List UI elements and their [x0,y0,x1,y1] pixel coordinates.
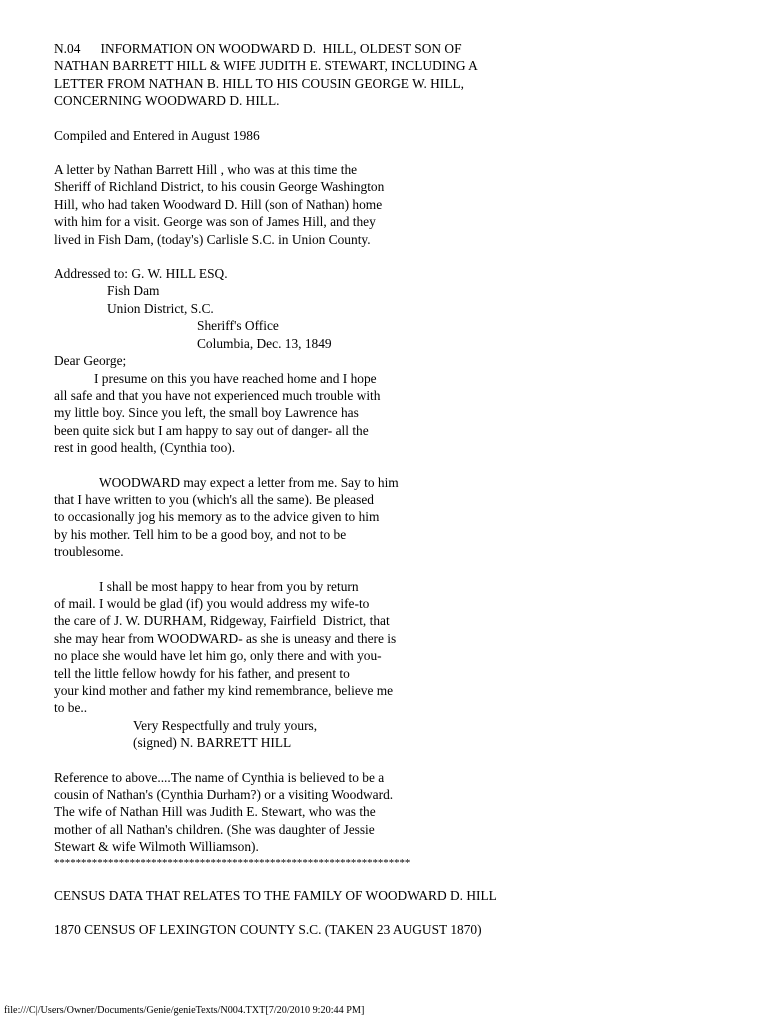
letter-paragraph-3 [54,578,714,717]
census-heading: CENSUS DATA THAT RELATES TO THE FAMILY OF WOODWARD D. HILL [54,887,497,903]
title-line: CONCERNING WOODWARD D. HILL. [54,93,280,109]
reference-line: cousin of Nathan's (Cynthia Durham?) or a visiting Woodward. [54,787,394,803]
address-block [54,265,714,352]
paragraph-line: I shall be most happy to hear from you by return [99,578,359,594]
letter-paragraph-1 [54,370,714,457]
closing-line: Very Respectfully and truly yours, [133,717,318,733]
paragraph-line: by his mother. Tell him to be a good boy, and not to be [54,526,347,542]
paragraph-line: rest in good health, (Cynthia too). [54,440,236,456]
address-line: Union District, S.C. [107,300,214,316]
salutation: Dear George; [54,353,127,369]
compiled-note: Compiled and Entered in August 1986 [54,127,260,143]
intro-paragraph [54,161,714,248]
paragraph-line: WOODWARD may expect a letter from me. Say to him [99,474,399,490]
paragraph-line: she may hear from WOODWARD- as she is uneasy and there is [54,630,397,646]
intro-line: Hill, who had taken Woodward D. Hill (son of Nathan) home [54,196,383,212]
paragraph-line: your kind mother and father my kind remembrance, believe me [54,683,394,698]
paragraph-line: my little boy. Since you left, the small boy Lawrence has [54,405,359,421]
paragraph-line: of mail. I would be glad (if) you would address my wife-to [54,595,370,611]
paragraph-line: tell the little fellow howdy for his father, and present to [54,665,350,681]
letter-paragraph-2 [54,474,714,561]
letter-date: Columbia, Dec. 13, 1849 [197,335,332,351]
intro-line: A letter by Nathan Barrett Hill , who was at this time the [54,162,358,178]
document-page [54,40,714,938]
census-1870-heading: 1870 CENSUS OF LEXINGTON COUNTY S.C. (TAKEN 23 AUGUST 1870) [54,922,482,938]
paragraph-line: all safe and that you have not experienced much trouble with [54,387,381,403]
paragraph-line: I presume on this you have reached home and I hope [94,370,377,386]
reference-line: The wife of Nathan Hill was Judith E. Stewart, who was the [54,804,376,820]
paragraph-line: that I have written to you (which's all the same). Be pleased [54,491,374,507]
intro-line: Sheriff of Richland District, to his cousin George Washington [54,179,385,195]
address-line: Fish Dam [107,283,160,299]
reference-paragraph [54,769,714,870]
reference-line: mother of all Nathan's children. (She was daughter of Jessie [54,821,375,837]
letter-closing [54,717,714,752]
address-line: Addressed to: G. W. HILL ESQ. [54,266,228,282]
paragraph-line: to be.. [54,700,88,716]
office-line: Sheriff's Office [197,318,279,334]
document-title [54,40,714,110]
title-line: N.04 INFORMATION ON WOODWARD D. HILL, OLDEST SON OF [54,41,462,56]
paragraph-line: the care of J. W. DURHAM, Ridgeway, Fairfield District, that [54,613,390,629]
file-path-footer: file:///C|/Users/Owner/Documents/Genie/genieTexts/N004.TXT[7/20/2010 9:20:44 PM] [4,1005,365,1016]
reference-line: Reference to above....The name of Cynthia is believed to be a [54,769,385,785]
title-line: LETTER FROM NATHAN B. HILL TO HIS COUSIN GEORGE W. HILL, [54,75,465,91]
paragraph-line: been quite sick but I am happy to say out of danger- all the [54,422,369,438]
paragraph-line: troublesome. [54,544,124,560]
signature-line: (signed) N. BARRETT HILL [133,735,292,751]
title-line: NATHAN BARRETT HILL & WIFE JUDITH E. STEWART, INCLUDING A [54,58,478,74]
separator-line: ****************************************************************** [54,856,411,869]
paragraph-line: to occasionally jog his memory as to the advice given to him [54,509,380,525]
intro-line: with him for a visit. George was son of James Hill, and they [54,214,376,230]
paragraph-line: no place she would have let him go, only there and with you- [54,648,382,664]
reference-line: Stewart & wife Wilmoth Williamson). [54,839,259,855]
intro-line: lived in Fish Dam, (today's) Carlisle S.C. in Union County. [54,231,371,247]
